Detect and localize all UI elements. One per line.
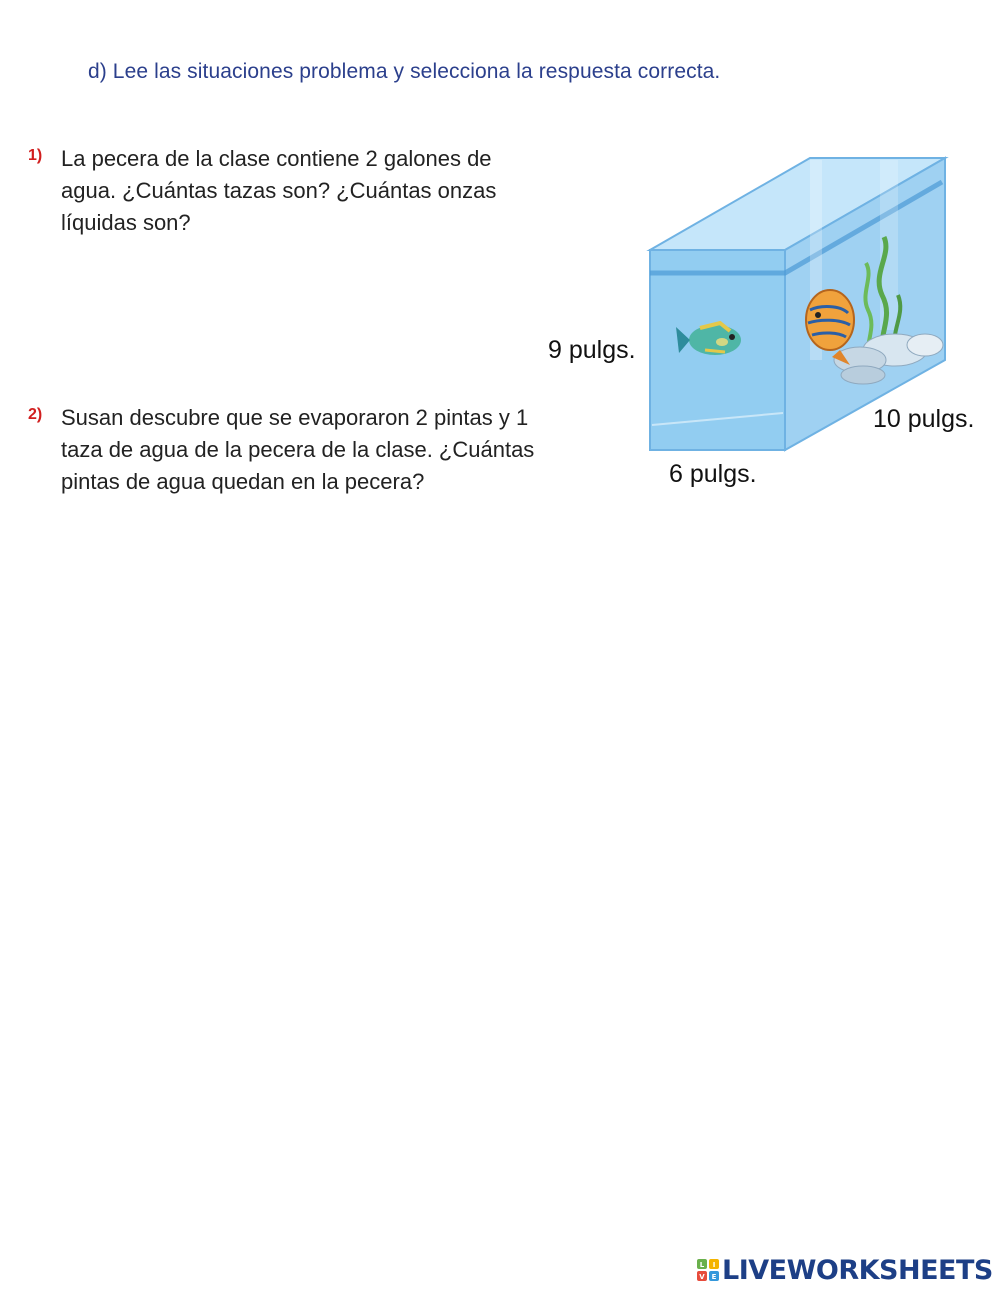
fish-tank-figure [540,145,990,505]
brand-name: LIVEWORKSHEETS [722,1254,993,1286]
depth-label: 10 pulgs. [873,405,975,433]
svg-text:E: E [711,1273,717,1281]
svg-text:I: I [712,1261,716,1269]
problem-text: Susan descubre que se evaporaron 2 pintas y 1 taza de agua de la pecera de la clase. ¿Cuántas pintas de agua quedan en la pecera? [61,405,535,494]
problem-text: La pecera de la clase contiene 2 galones de agua. ¿Cuántas tazas son? ¿Cuántas onzas líquidas son? [61,146,497,235]
instruction-text: d) Lee las situaciones problema y selecciona la respuesta correcta. [88,60,721,83]
problem-number: 1) [28,147,43,164]
svg-text:L: L [699,1261,705,1269]
svg-text:V: V [699,1273,705,1281]
liveworksheets-logo-icon [697,1259,719,1281]
problem-number: 2) [28,406,43,423]
width-label: 6 pulgs. [669,460,757,488]
liveworksheets-brand [697,1253,993,1287]
fish-tank-illustration [540,145,990,505]
height-label: 9 pulgs. [548,336,636,364]
